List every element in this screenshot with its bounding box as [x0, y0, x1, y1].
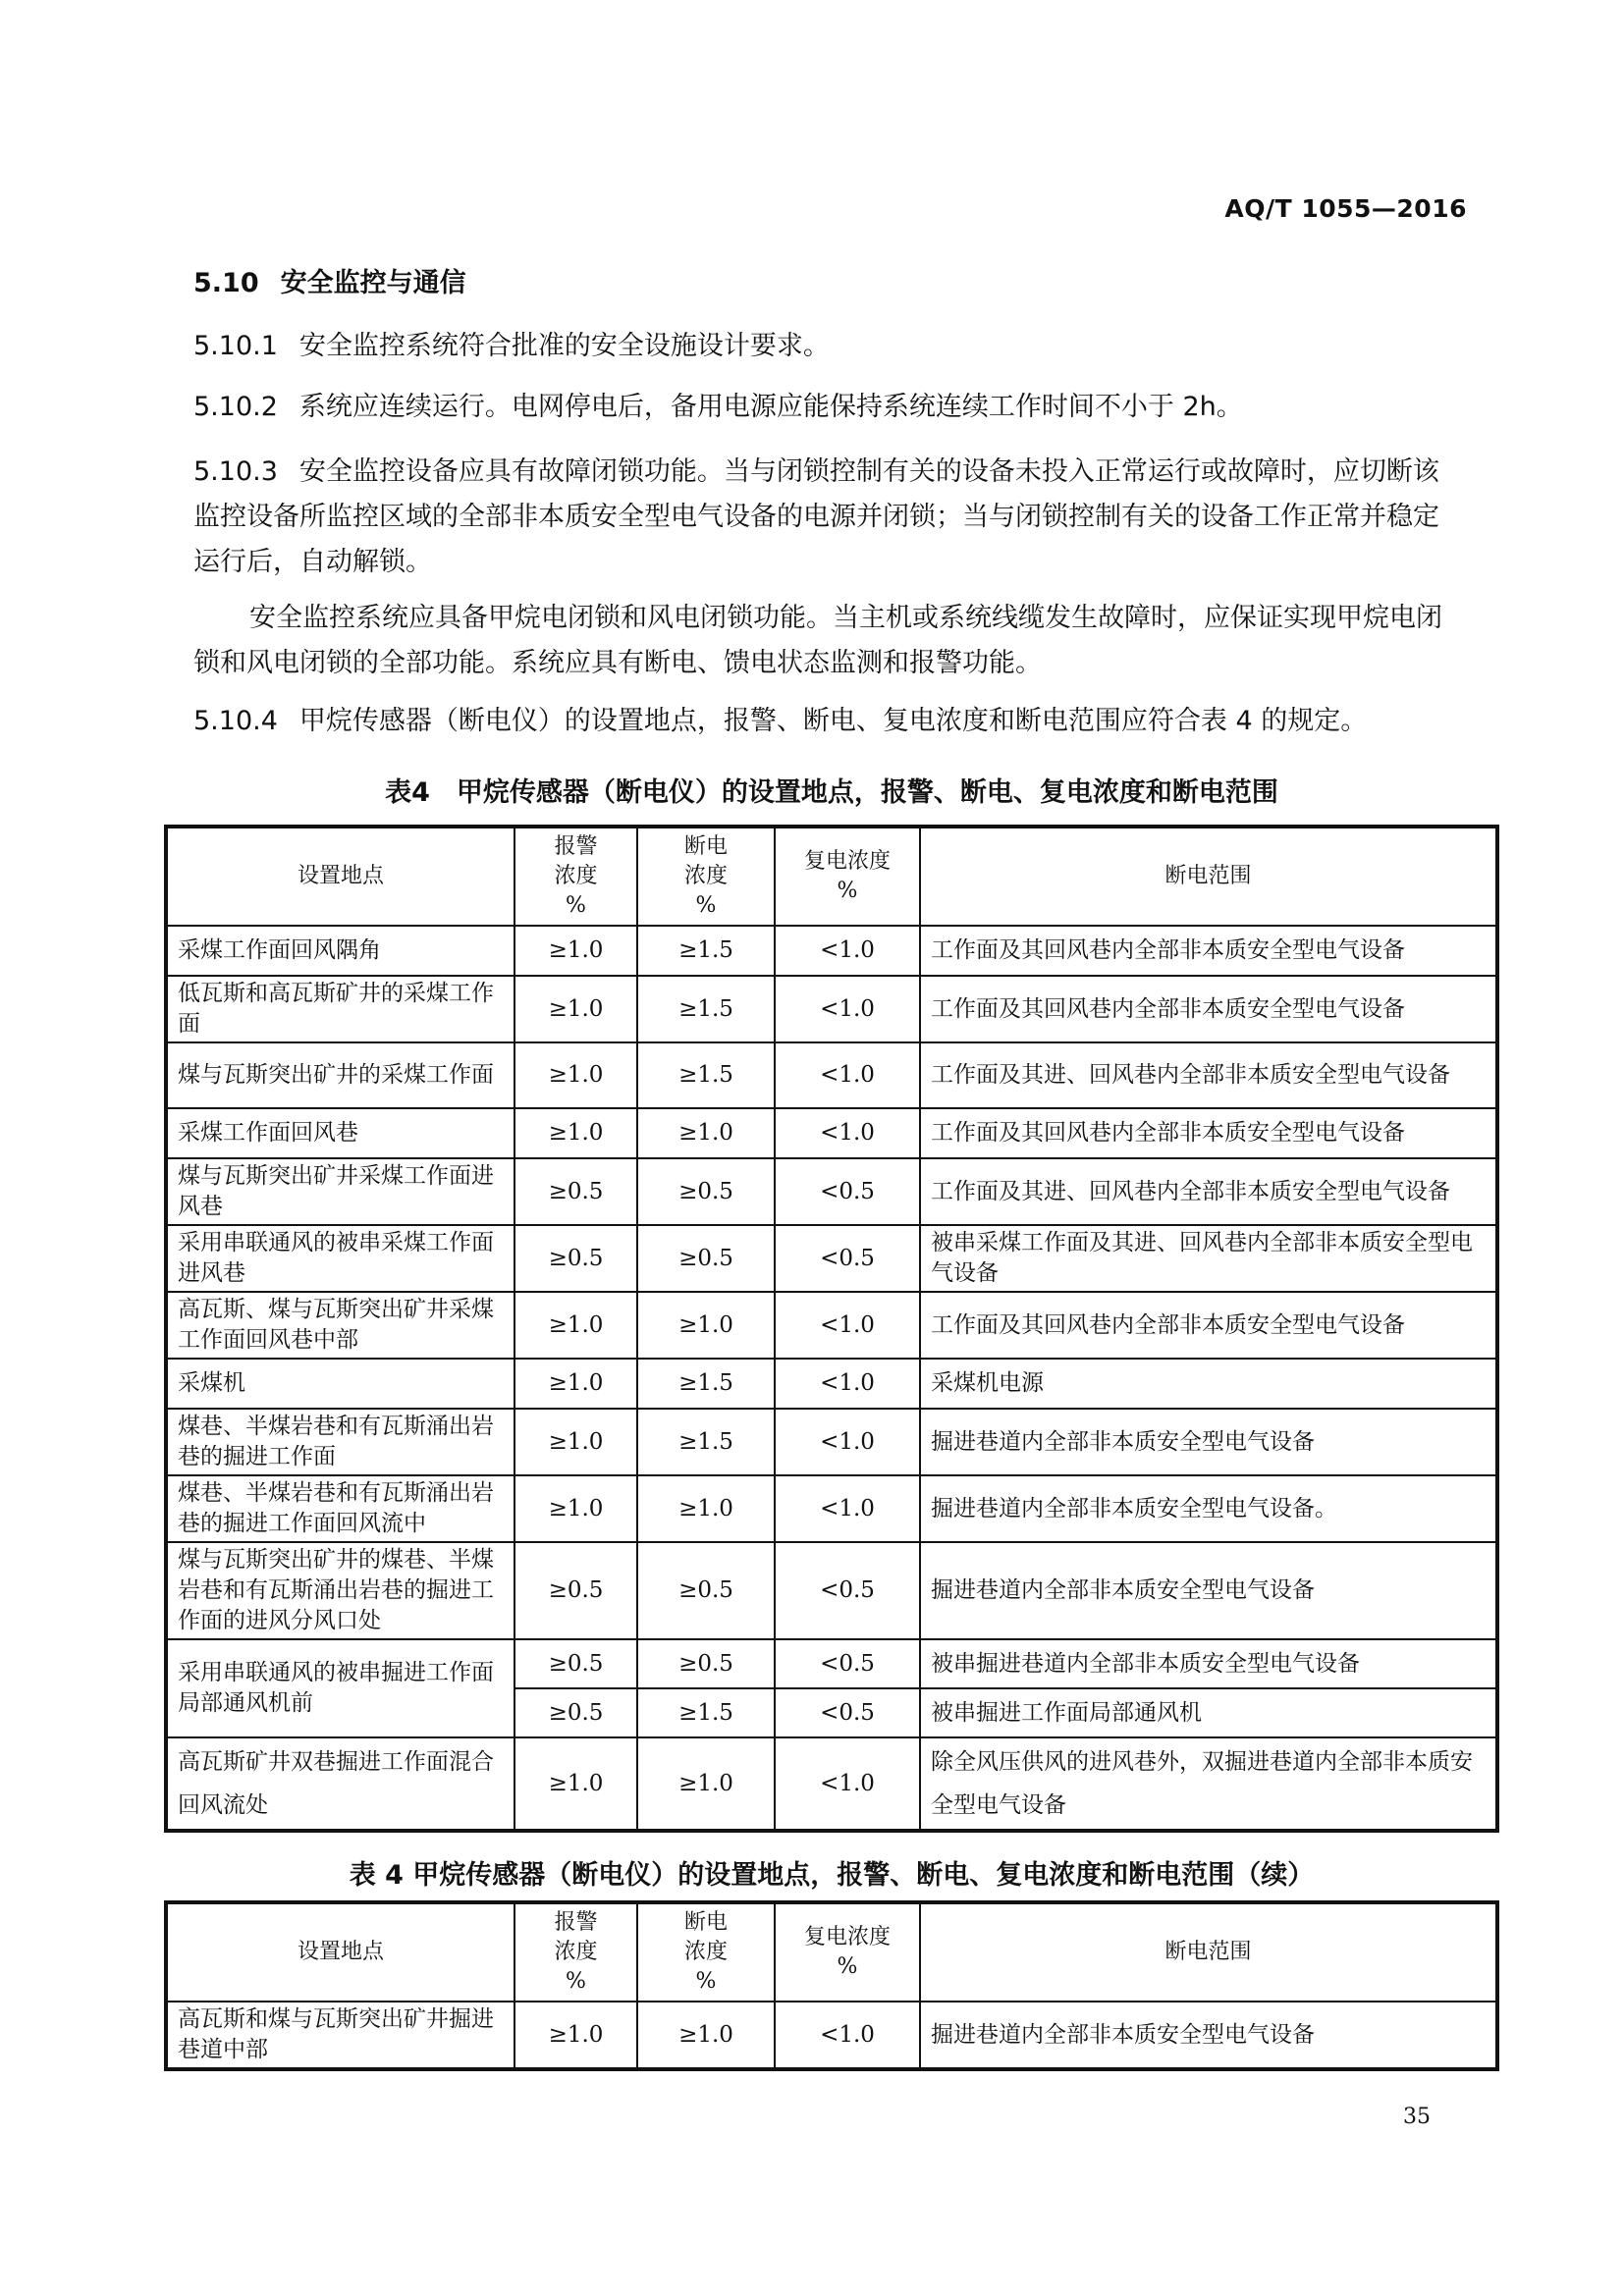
header-cut: 断电 浓度 % [637, 1902, 775, 2002]
cell-location: 高瓦斯和煤与瓦斯突出矿井掘进巷道中部 [166, 2002, 514, 2069]
cell-cut: ≥1.5 [637, 926, 775, 976]
cell-range: 掘进巷道内全部非本质安全型电气设备 [920, 2002, 1497, 2069]
clause-5-10-1 [193, 324, 1460, 369]
cell-alarm: ≥1.0 [514, 2002, 637, 2069]
cell-location: 煤巷、半煤岩巷和有瓦斯涌出岩巷的掘进工作面回风流中 [166, 1475, 514, 1542]
cell-cut: ≥1.5 [637, 976, 775, 1042]
table-row [166, 1158, 1497, 1225]
cell-location: 采用串联通风的被串掘进工作面局部通风机前 [166, 1639, 514, 1737]
cell-restore: <1.0 [775, 926, 920, 976]
cell-range: 工作面及其回风巷内全部非本质安全型电气设备 [920, 976, 1497, 1042]
clause-5-10-3-paragraph-2: 安全监控系统应具备甲烷电闭锁和风电闭锁功能。当主机或系统线缆发生故障时，应保证实现甲烷电闭锁和风电闭锁的全部功能。系统应具有断电、馈电状态监测和报警功能。 [193, 603, 1442, 678]
clause-5-10-3 [193, 450, 1460, 585]
cell-location: 煤与瓦斯突出矿井采煤工作面进风巷 [166, 1158, 514, 1225]
cell-range: 被串采煤工作面及其进、回风巷内全部非本质安全型电气设备 [920, 1225, 1497, 1292]
table-row [166, 1292, 1497, 1359]
table-header-row [166, 827, 1497, 926]
cell-alarm: ≥1.0 [514, 976, 637, 1042]
cell-range: 除全风压供风的进风巷外，双掘进巷道内全部非本质安全型电气设备 [920, 1737, 1497, 1831]
cell-restore: <1.0 [775, 976, 920, 1042]
cell-range: 工作面及其回风巷内全部非本质安全型电气设备 [920, 1292, 1497, 1359]
clause-text: 甲烷传感器（断电仪）的设置地点，报警、断电、复电浓度和断电范围应符合表 4 的规定。 [298, 706, 1368, 736]
clause-number: 5.10.2 [193, 392, 278, 422]
cell-range: 掘进巷道内全部非本质安全型电气设备 [920, 1542, 1497, 1639]
cell-cut: ≥1.0 [637, 2002, 775, 2069]
header-location: 设置地点 [166, 827, 514, 926]
table-row [166, 1042, 1497, 1108]
cell-restore: <0.5 [775, 1225, 920, 1292]
cell-alarm: ≥1.0 [514, 1359, 637, 1409]
cell-cut: ≥1.5 [637, 1359, 775, 1409]
table-row [166, 926, 1497, 976]
cell-cut: ≥1.0 [637, 1737, 775, 1831]
methane-sensor-table-continued [164, 1900, 1499, 2071]
clause-text: 安全监控系统符合批准的安全设施设计要求。 [298, 331, 830, 361]
cell-cut: ≥1.0 [637, 1475, 775, 1542]
cell-restore: <1.0 [775, 2002, 920, 2069]
clause-number: 5.10.4 [193, 706, 278, 736]
cell-alarm: ≥0.5 [514, 1542, 637, 1639]
cell-restore: <1.0 [775, 1409, 920, 1475]
cell-location: 采用串联通风的被串采煤工作面进风巷 [166, 1225, 514, 1292]
cell-restore: <0.5 [775, 1688, 920, 1737]
cell-restore: <0.5 [775, 1158, 920, 1225]
clause-number: 5.10.3 [193, 456, 278, 487]
header-range: 断电范围 [920, 1902, 1497, 2002]
cell-restore: <0.5 [775, 1542, 920, 1639]
table-row [166, 1359, 1497, 1409]
clause-number: 5.10.1 [193, 331, 278, 361]
cell-alarm: ≥1.0 [514, 926, 637, 976]
cell-restore: <1.0 [775, 1475, 920, 1542]
clause-5-10-4 [193, 699, 1460, 744]
cell-range: 工作面及其进、回风巷内全部非本质安全型电气设备 [920, 1158, 1497, 1225]
table-4-continued-caption: 表 4 甲烷传感器（断电仪）的设置地点，报警、断电、复电浓度和断电范围（续） [349, 1860, 1315, 1891]
page-number: 35 [1403, 2105, 1431, 2129]
cell-cut: ≥0.5 [637, 1225, 775, 1292]
header-location: 设置地点 [166, 1902, 514, 2002]
cell-location: 低瓦斯和高瓦斯矿井的采煤工作面 [166, 976, 514, 1042]
table-row [166, 1108, 1497, 1158]
cell-cut: ≥1.5 [637, 1409, 775, 1475]
cell-location: 煤与瓦斯突出矿井的煤巷、半煤岩巷和有瓦斯涌出岩巷的掘进工作面的进风分风口处 [166, 1542, 514, 1639]
standard-code: AQ/T 1055—2016 [1224, 194, 1467, 223]
cell-restore: <0.5 [775, 1639, 920, 1688]
cell-range: 被串掘进巷道内全部非本质安全型电气设备 [920, 1639, 1497, 1688]
cell-restore: <1.0 [775, 1108, 920, 1158]
cell-range: 工作面及其回风巷内全部非本质安全型电气设备 [920, 926, 1497, 976]
cell-cut: ≥0.5 [637, 1542, 775, 1639]
cell-alarm: ≥1.0 [514, 1475, 637, 1542]
cell-range: 工作面及其回风巷内全部非本质安全型电气设备 [920, 1108, 1497, 1158]
cell-alarm: ≥0.5 [514, 1639, 637, 1688]
cell-location: 采煤机 [166, 1359, 514, 1409]
table-row [166, 976, 1497, 1042]
header-cut: 断电 浓度 % [637, 827, 775, 926]
cell-range: 工作面及其进、回风巷内全部非本质安全型电气设备 [920, 1042, 1497, 1108]
cell-cut: ≥1.0 [637, 1108, 775, 1158]
header-range: 断电范围 [920, 827, 1497, 926]
cell-alarm: ≥1.0 [514, 1292, 637, 1359]
table-row [166, 1409, 1497, 1475]
cell-range: 掘进巷道内全部非本质安全型电气设备。 [920, 1475, 1497, 1542]
cell-cut: ≥1.5 [637, 1042, 775, 1108]
cell-alarm: ≥1.0 [514, 1042, 637, 1108]
cell-location: 煤与瓦斯突出矿井的采煤工作面 [166, 1042, 514, 1108]
cell-range: 掘进巷道内全部非本质安全型电气设备 [920, 1409, 1497, 1475]
table-4-caption: 表4 甲烷传感器（断电仪）的设置地点，报警、断电、复电浓度和断电范围 [385, 777, 1278, 808]
section-heading [193, 261, 1460, 306]
table-row [166, 1639, 1497, 1688]
cell-restore: <1.0 [775, 1737, 920, 1831]
clause-text: 安全监控设备应具有故障闭锁功能。当与闭锁控制有关的设备未投入正常运行或故障时，应切断该监控设备所监控区域的全部非本质安全型电气设备的电源并闭锁；当与闭锁控制有关的设备工作正常并稳定运行后，自动解锁。 [193, 456, 1439, 577]
table-row [166, 1542, 1497, 1639]
cell-location: 采煤工作面回风巷 [166, 1108, 514, 1158]
table-row [166, 1737, 1497, 1831]
cell-restore: <1.0 [775, 1292, 920, 1359]
cell-restore: <1.0 [775, 1042, 920, 1108]
cell-alarm: ≥0.5 [514, 1225, 637, 1292]
cell-location: 高瓦斯、煤与瓦斯突出矿井采煤工作面回风巷中部 [166, 1292, 514, 1359]
cell-alarm: ≥0.5 [514, 1688, 637, 1737]
header-alarm: 报警 浓度 % [514, 827, 637, 926]
section-number: 5.10 [193, 268, 259, 298]
cell-cut: ≥0.5 [637, 1639, 775, 1688]
cell-alarm: ≥1.0 [514, 1409, 637, 1475]
table-header-row [166, 1902, 1497, 2002]
cell-cut: ≥1.0 [637, 1292, 775, 1359]
header-restore: 复电浓度 % [775, 827, 920, 926]
cell-cut: ≥0.5 [637, 1158, 775, 1225]
table-row [166, 1475, 1497, 1542]
cell-location: 煤巷、半煤岩巷和有瓦斯涌出岩巷的掘进工作面 [166, 1409, 514, 1475]
table-row [166, 1225, 1497, 1292]
cell-alarm: ≥1.0 [514, 1108, 637, 1158]
cell-range: 采煤机电源 [920, 1359, 1497, 1409]
section-title: 安全监控与通信 [280, 268, 466, 298]
cell-alarm: ≥1.0 [514, 1737, 637, 1831]
table-row [166, 2002, 1497, 2069]
header-alarm: 报警 浓度 % [514, 1902, 637, 2002]
clause-5-10-2 [193, 385, 1460, 430]
cell-cut: ≥1.5 [637, 1688, 775, 1737]
clause-text: 系统应连续运行。电网停电后，备用电源应能保持系统连续工作时间不小于 2h。 [298, 392, 1243, 422]
cell-range: 被串掘进工作面局部通风机 [920, 1688, 1497, 1737]
cell-location: 采煤工作面回风隅角 [166, 926, 514, 976]
cell-location: 高瓦斯矿井双巷掘进工作面混合回风流处 [166, 1737, 514, 1831]
header-restore: 复电浓度 % [775, 1902, 920, 2002]
methane-sensor-table [164, 825, 1499, 1833]
cell-alarm: ≥0.5 [514, 1158, 637, 1225]
cell-restore: <1.0 [775, 1359, 920, 1409]
